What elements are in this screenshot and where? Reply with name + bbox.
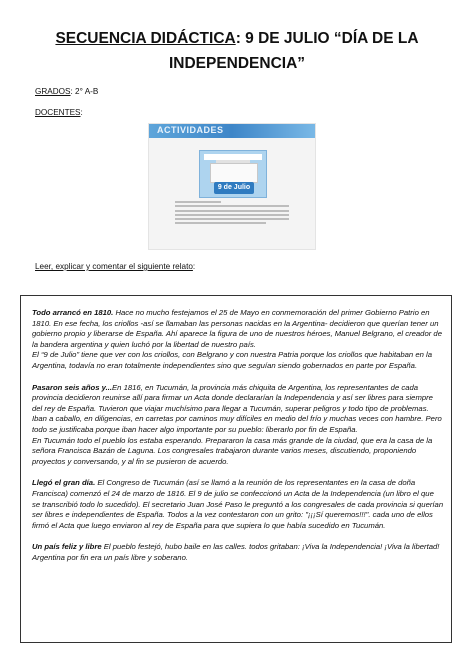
cover-illustration	[199, 150, 267, 198]
cover-text-lines	[175, 201, 289, 227]
story-paragraph-6	[32, 542, 444, 553]
instruction	[35, 262, 195, 271]
cover-date: 9 de Julio	[214, 182, 254, 194]
title-line2: INDEPENDENCIA”	[168, 55, 306, 72]
title-heading: SECUENCIA DIDÁCTICA	[55, 30, 236, 47]
story-p5-body: El Congreso de Tucumán (así se llamó a la reunión de los representantes en la casa de doña Francisca) comenzó el 24 de marzo de 1816. El 9 de julio se confeccionó un Acta de la Independencia (un libro el que se transcribió todo lo sucedido). El secretario Juan José Paso le preguntó a los congresales de cada provincia si querían ser libres e independientes de España. Todos a la vez contestaron con un grito: "¡¡¡Sí queremos!!!". cada uno de ellos firmó el Acta que luego enviaron al rey de España para que supiera lo que había sucedido en Tucumán.	[32, 478, 444, 530]
grados-label: GRADOS	[35, 87, 71, 96]
story-text	[32, 308, 444, 563]
story-p1-lead: Todo arrancó en 1810.	[32, 308, 114, 317]
document-title	[20, 26, 454, 76]
grados-line	[35, 87, 98, 96]
story-p6-body: El pueblo festejó, hubo baile en las calles. todos gritaban: ¡Viva la Independencia! ¡Viva la libertad!	[101, 542, 440, 552]
title-date: : 9 DE JULIO “DÍA DE LA	[235, 30, 419, 47]
story-p3-lead: Pasaron seis años y...	[32, 382, 113, 392]
story-p5-lead: Llegó el gran día.	[32, 478, 96, 488]
story-paragraph-4: En Tucumán todo el pueblo los estaba esperando. Prepararon la casa más grande de la ciudad, que era la casa de la señora Francisca Bazán de Laguna. Los congresales trabajaron durante varios meses, discutiendo, proponiendo proyectos y conversando, y al fin se pusieron de acuerdo.	[32, 435, 433, 466]
story-paragraph-7: Argentina por fin era un país libre y soberano.	[32, 552, 188, 562]
story-paragraph-5	[32, 478, 444, 531]
instruction-colon: :	[192, 262, 196, 271]
docentes-line	[35, 108, 83, 117]
cover-image	[148, 123, 316, 250]
docentes-label: DOCENTES	[35, 108, 81, 117]
docentes-value: :	[80, 108, 83, 117]
cover-banner-text: ACTIVIDADES	[157, 125, 224, 135]
story-p3-body: En 1816, en Tucumán, la provincia más chiquita de Argentina, los representantes de cada provincia decidieron reunirse allí para firmar un Acta donde declararían la Independencia y así ser libres para siempre del rey de España. Tuvieron que viajar muchísimo para llegar a Tucumán, superar peligros y todo tipo de problemas. Iban a caballo, en diligencias, en carretas por caminos muy difíciles en medio del frío y muchas veces con hambre. Pero todo se justificaba porque iban hacer algo importante por su pueblo: liberarlo por fin de España.	[32, 382, 442, 434]
story-p1-body: Hace no mucho festejamos el 25 de Mayo en conmemoración del primer Gobierno Patrio en 1810. En ese fecha, los criollos -así se llamaban las personas nacidas en la Argentina- decidieron que querían tener un gobierno propio y liberarse de España. Ahí aparece la figura de uno de nuestros héroes, Manuel Belgrano, el creador de la bandera argentina y quien luchó por la libertad de nuestro país.	[32, 308, 442, 349]
casa-historica-icon	[210, 163, 258, 183]
story-paragraph-1	[32, 308, 444, 350]
grados-value: : 2° A-B	[70, 87, 99, 96]
story-paragraph-2: El “9 de Julio” tiene que ver con los criollos, con Belgrano y con nuestra Patria porque los criollos que habitaban en la Argentina, todavía no eran totalmente independientes sino que seguían siendo gobernados en parte por España.	[32, 350, 432, 370]
story-paragraph-3	[32, 383, 444, 436]
instruction-text: Leer, explicar y comentar el siguiente relato	[35, 262, 193, 271]
story-p6-lead: Un país feliz y libre	[32, 542, 102, 552]
